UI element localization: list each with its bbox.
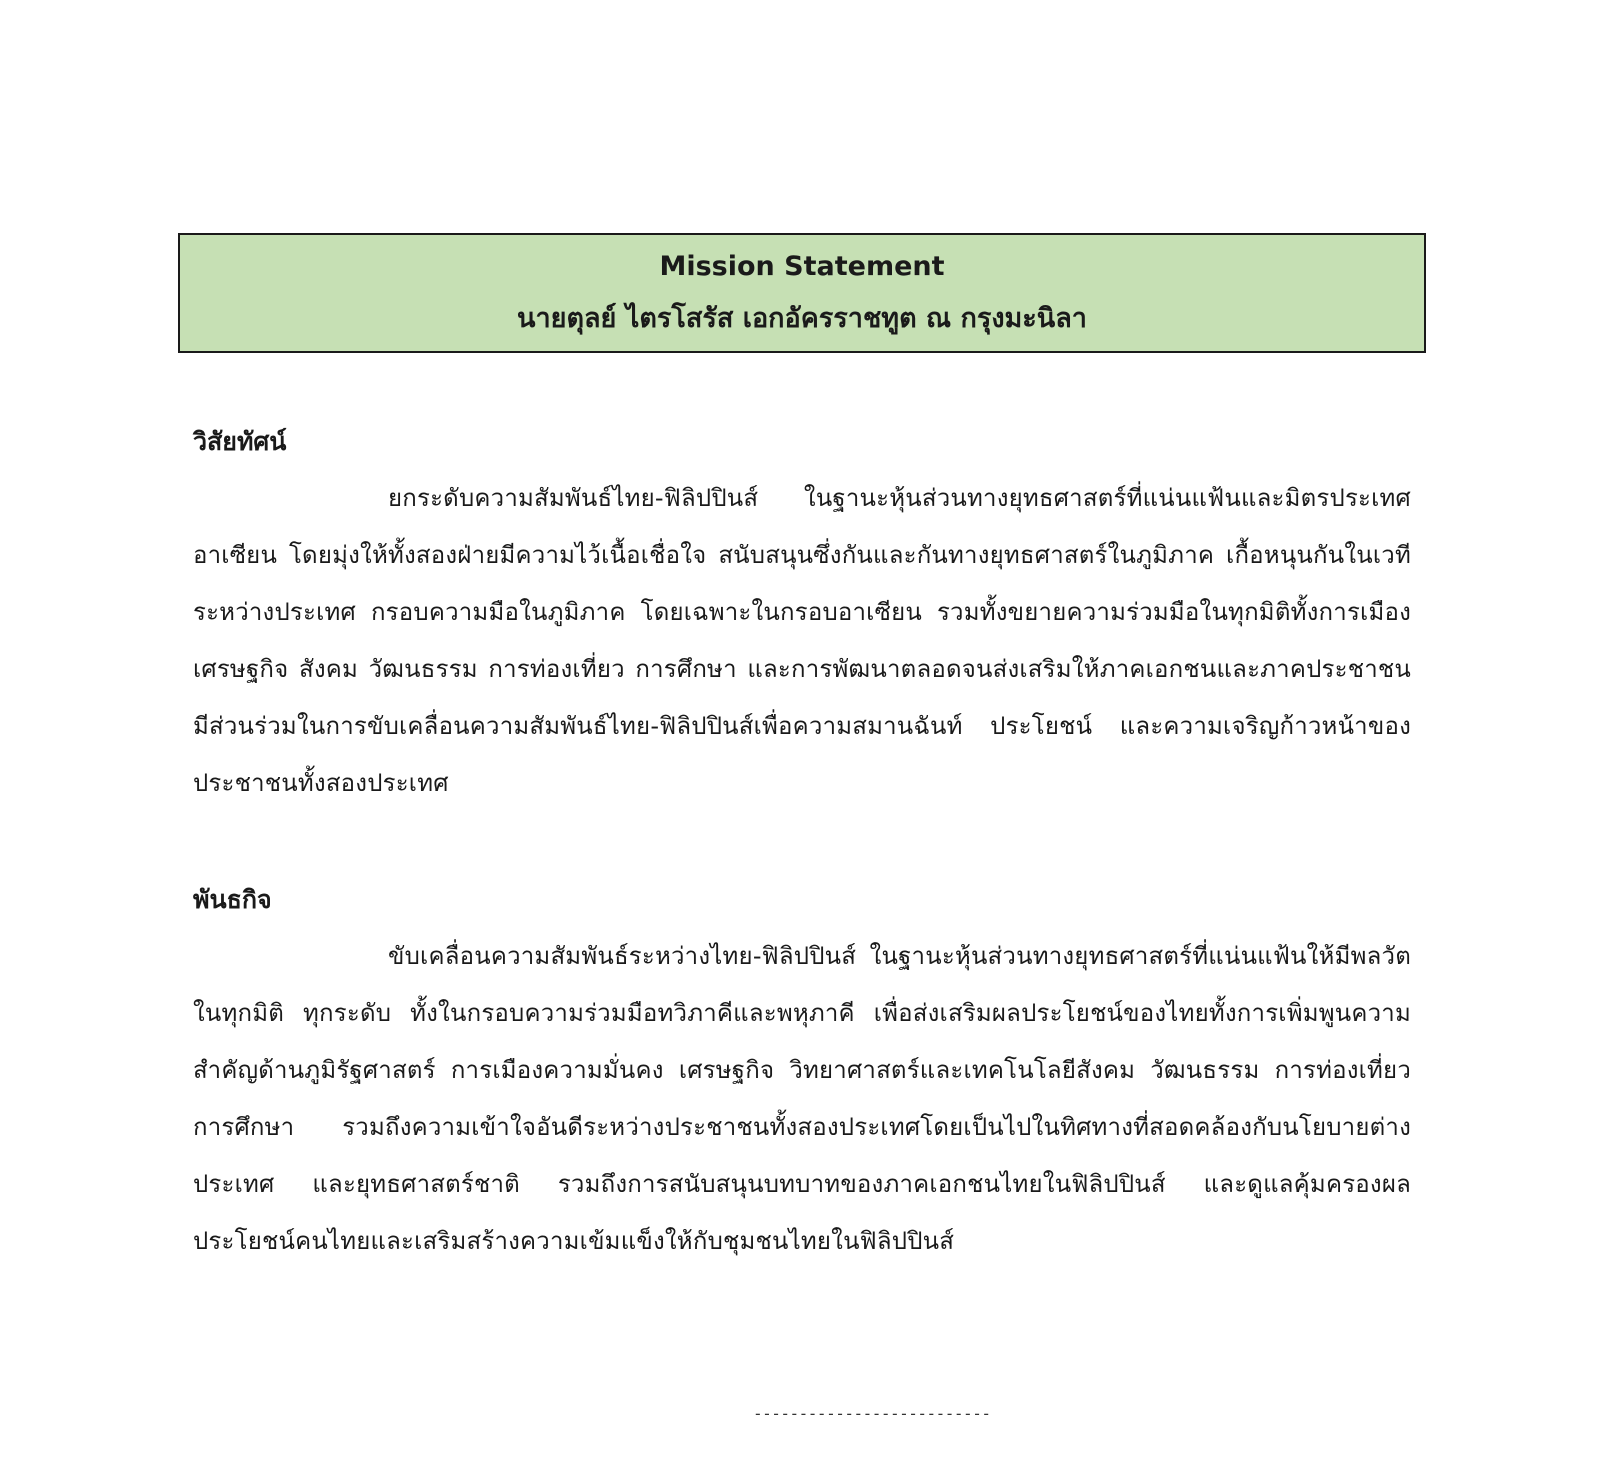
end-divider: --------------------------	[753, 1404, 991, 1423]
mission-heading: พันธกิจ	[193, 885, 272, 914]
title-box	[178, 233, 1426, 353]
vision-paragraph: ยกระดับความสัมพันธ์ไทย-ฟิลิปปินส์ ในฐานะหุ้นส่วนทางยุทธศาสตร์ที่แน่นแฟ้นและมิตรประเทศอาเซียน โดยมุ่งให้ทั้งสองฝ่ายมีความไว้เนื้อเชื่อใจ สนับสนุนซึ่งกันและกันทางยุทธศาสตร์ในภูมิภาค เกื้อหนุนกันในเวทีระหว่างประเทศ กรอบความมือในภูมิภาค โดยเฉพาะในกรอบอาเซียน รวมทั้งขยายความร่วมมือในทุกมิติทั้งการเมือง เศรษฐกิจ สังคม วัฒนธรรม การท่องเที่ยว การศึกษา และการพัฒนาตลอดจนส่งเสริมให้ภาคเอกชนและภาคประชาชนมีส่วนร่วมในการขับเคลื่อนความสัมพันธ์ไทย-ฟิลิปปินส์เพื่อความสมานฉันท์ ประโยชน์ และความเจริญก้าวหน้าของประชาชนทั้งสองประเทศ	[193, 484, 1411, 797]
ambassador-name: นายตุลย์ ไตรโสรัส เอกอัครราชทูต ณ กรุงมะนิลา	[517, 303, 1087, 334]
vision-heading: วิสัยทัศน์	[193, 427, 287, 456]
mission-paragraph: ขับเคลื่อนความสัมพันธ์ระหว่างไทย-ฟิลิปปินส์ ในฐานะหุ้นส่วนทางยุทธศาสตร์ที่แน่นแฟ้นให้มีพลวัตในทุกมิติ ทุกระดับ ทั้งในกรอบความร่วมมือทวิภาคีและพหุภาคี เพื่อส่งเสริมผลประโยชน์ของไทยทั้งการเพิ่มพูนความสำคัญด้านภูมิรัฐศาสตร์ การเมืองความมั่นคง เศรษฐกิจ วิทยาศาสตร์และเทคโนโลยีสังคม วัฒนธรรม การท่องเที่ยว การศึกษา รวมถึงความเข้าใจอันดีระหว่างประชาชนทั้งสองประเทศโดยเป็นไปในทิศทางที่สอดคล้องกับนโยบายต่างประเทศ และยุทธศาสตร์ชาติ รวมถึงการสนับสนุนบทบาทของภาคเอกชนไทยในฟิลิปปินส์ และดูแลคุ้มครองผลประโยชน์คนไทยและเสริมสร้างความเข้มแข็งให้กับชุมชนไทยในฟิลิปปินส์	[193, 942, 1411, 1255]
document-title: Mission Statement	[659, 251, 945, 282]
mission-section	[193, 880, 1411, 1270]
vision-section	[193, 422, 1411, 812]
